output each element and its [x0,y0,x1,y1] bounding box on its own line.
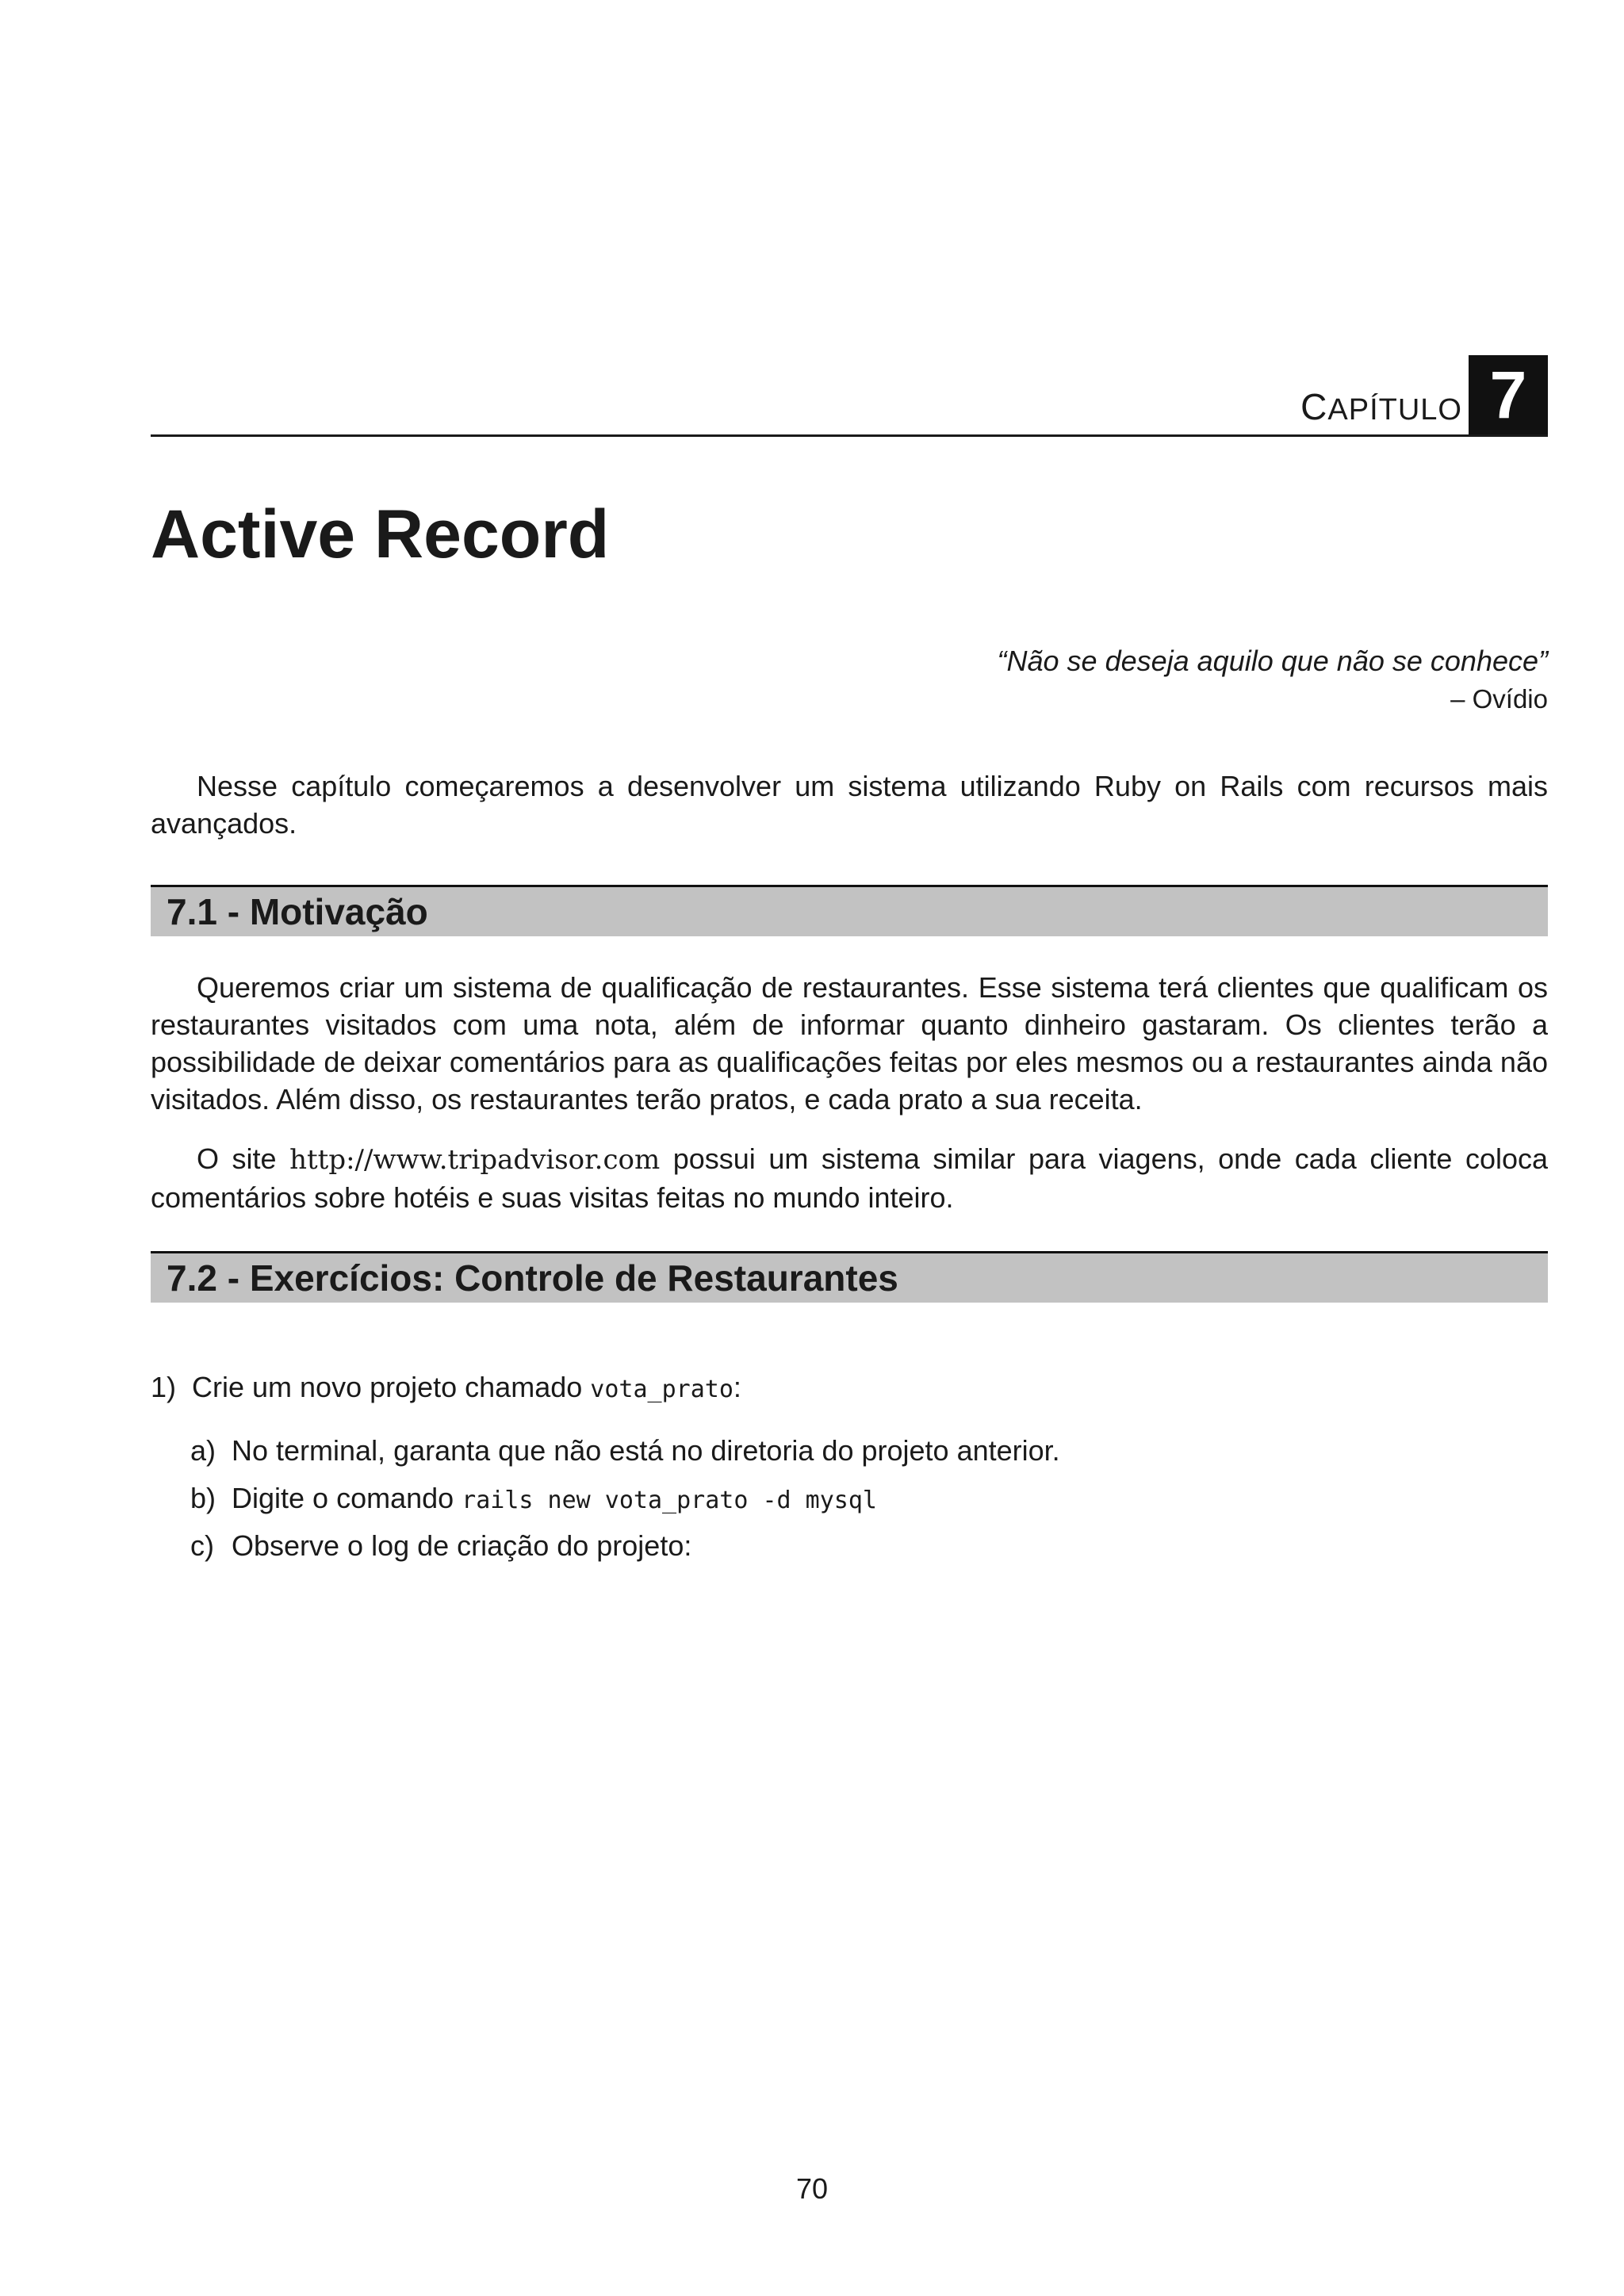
section-title: 7.1 - Motivação [167,891,428,932]
chapter-label-initial: C [1300,386,1328,427]
intro-paragraph: Nesse capítulo começaremos a desenvolver um sistema utilizando Ruby on Rails com recursos mais avançados. [151,770,1548,840]
subitem-letter: c) [190,1529,214,1562]
motivation-paragraph-1: Queremos criar um sistema de qualificação de restaurantes. Esse sistema terá clientes que qualificam os restaurantes visitados com uma nota, além de informar quanto dinheiro gastaram. Os clientes terão a possibilidade de deixar comentários para as qualificações feitas por eles mesmos ou a restaurantes ainda não visitados. Além disso, os restaurantes terão pratos, e cada prato a sua receita. [151,971,1548,1115]
section-title: 7.2 - Exercícios: Controle de Restaurantes [167,1257,898,1299]
chapter-label [1300,385,1462,428]
exercise-subitem-a [190,1432,1060,1469]
epigraph [998,642,1548,718]
exercise-subitem-b [190,1479,877,1519]
exercise-number: 1) [151,1371,177,1403]
exercise-item-1 [151,1368,741,1408]
rails-command-code: rails new vota_prato -d mysql [462,1487,877,1514]
subitem-letter: b) [190,1482,216,1514]
paragraph-text: possui um sistema similar para viagens, onde cada cliente coloca comentários sobre hotéis e suas visitas feitas no mundo inteiro. [151,1142,1549,1214]
exercise-suffix: : [733,1371,741,1403]
chapter-header [151,355,1548,437]
exercise-subitem-c [190,1527,691,1564]
subitem-text: No terminal, garanta que não está no diretoria do projeto anterior. [232,1434,1060,1467]
section-header-exercicios [151,1251,1548,1303]
tripadvisor-link[interactable]: http://www.tripadvisor.com [289,1144,661,1176]
subitem-text: Digite o comando [232,1482,462,1514]
paragraph-text: O site [197,1142,290,1175]
chapter-number-box: 7 [1469,355,1548,434]
chapter-label-rest: APÍTULO [1327,393,1462,427]
subitem-letter: a) [190,1434,216,1467]
epigraph-quote: “Não se deseja aquilo que não se conhece” [997,645,1548,677]
project-name-code: vota_prato [590,1376,733,1403]
motivation-paragraph-2 [151,1140,1548,1216]
subitem-text: Observe o log de criação do projeto: [232,1529,692,1562]
exercise-text: Crie um novo projeto chamado [192,1371,591,1403]
section-header-motivacao [151,885,1548,936]
epigraph-author: – Ovídio [1450,684,1548,714]
chapter-title: Active Record [151,496,610,572]
page-number: 70 [795,2172,829,2205]
